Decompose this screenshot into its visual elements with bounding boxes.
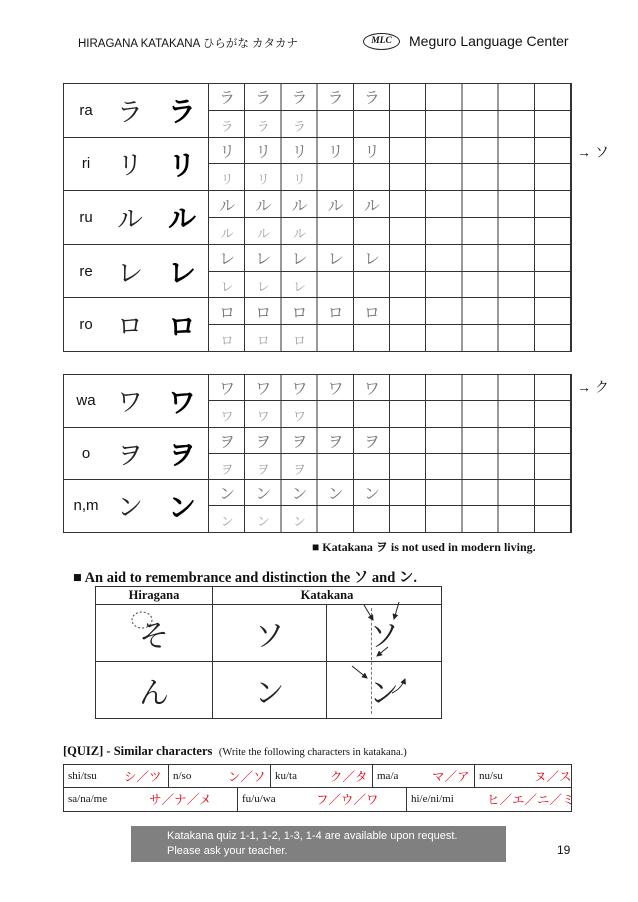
quiz-availability-notice [131, 826, 506, 862]
wo-usage-note: ■ Katakana ヲ is not used in modern living. [312, 540, 536, 554]
quiz-romaji: ku/ta [275, 770, 297, 782]
practice-grid [208, 191, 571, 244]
stroke-order-char: レ [220, 279, 234, 295]
romaji-label: n,m [73, 497, 99, 515]
similar-char-note: → ク [577, 379, 609, 395]
quiz-answer: ク／タ [330, 770, 368, 784]
stroke-order-row [209, 111, 571, 137]
katakana-model-bold: ワ [167, 386, 196, 418]
kana-row-ro [64, 298, 571, 352]
stroke-order-char: ル [220, 225, 234, 241]
practice-char: ワ [291, 381, 308, 399]
quiz-romaji: n/so [173, 770, 192, 782]
stroke-order-char: ワ [292, 408, 306, 424]
stroke-order-char: リ [256, 172, 270, 188]
practice-char: ン [363, 486, 380, 504]
practice-char: レ [255, 251, 272, 269]
stroke-order-char: ン [292, 514, 306, 530]
dashed-circle-icon [132, 612, 152, 628]
practice-grid [208, 245, 571, 298]
katakana-model-bold: ヲ [167, 439, 196, 471]
quiz-answer: ヌ／ス [534, 770, 572, 784]
stroke-order-char: ワ [220, 408, 234, 424]
quiz-romaji: shi/tsu [68, 770, 97, 782]
column-header-hiragana: Hiragana [128, 588, 180, 602]
stroke-order-row [209, 272, 571, 298]
stroke-order-row [209, 325, 571, 351]
stroke-arrow-icon [377, 647, 388, 656]
practice-char: ン [255, 486, 272, 504]
stroke-order-row [209, 164, 571, 190]
stroke-arrow-icon [352, 666, 367, 678]
stroke-order-row [209, 454, 571, 479]
kana-row-ri [64, 138, 571, 192]
quiz-row [63, 764, 572, 788]
practice-grid [208, 298, 571, 351]
practice-char: ワ [219, 381, 236, 399]
practice-char: レ [327, 251, 344, 269]
stroke-order-char: ラ [220, 118, 234, 134]
practice-char: リ [363, 143, 380, 161]
quiz-answer: マ／ア [432, 770, 470, 784]
hiragana-so-glyph: そ [139, 620, 169, 653]
stroke-order-char: ヲ [292, 461, 306, 477]
practice-row [209, 245, 571, 272]
quiz-cell [168, 765, 270, 787]
practice-char: ワ [327, 381, 344, 399]
practice-char: ル [327, 197, 344, 215]
hiragana-n-glyph: ん [139, 677, 169, 710]
quiz-romaji: sa/na/me [68, 793, 108, 805]
practice-char: ル [255, 197, 272, 215]
practice-char: レ [219, 251, 236, 269]
stroke-order-char: ロ [220, 333, 234, 349]
stroke-order-char: ラ [256, 118, 270, 134]
quiz-instruction: (Write the following characters in katakana.) [218, 747, 407, 758]
page-header-title: HIRAGANA KATAKANA ひらがな カタカナ [78, 38, 299, 50]
so-n-distinction-table [95, 586, 442, 719]
practice-char: ロ [291, 304, 308, 322]
quiz-heading [63, 742, 407, 760]
kana-row-wa [64, 375, 571, 428]
katakana-model-bold: ン [167, 491, 196, 523]
quiz-cell [372, 765, 474, 787]
romaji-label: re [79, 262, 93, 280]
stroke-order-char: ラ [292, 118, 306, 134]
practice-row [209, 480, 571, 506]
katakana-model: ル [116, 203, 143, 234]
practice-char: ン [327, 486, 344, 504]
practice-grid [208, 84, 571, 137]
column-header-katakana: Katakana [300, 588, 354, 602]
quiz-romaji: ma/a [377, 770, 399, 782]
quiz-cell [270, 765, 372, 787]
quiz-cell [474, 765, 571, 787]
practice-char: ラ [327, 90, 344, 108]
stroke-direction-overlay [96, 587, 441, 718]
stroke-order-row [209, 401, 571, 426]
kana-row-o [64, 428, 571, 481]
katakana-model-bold: ラ [167, 96, 196, 128]
practice-grid [208, 480, 571, 532]
quiz-romaji: hi/e/ni/mi [411, 793, 454, 805]
stroke-order-char: ン [220, 514, 234, 530]
romaji-label: ru [79, 208, 93, 226]
practice-char: ワ [255, 381, 272, 399]
stroke-order-char: ワ [256, 408, 270, 424]
romaji-label: o [81, 444, 91, 462]
practice-char: ロ [363, 304, 380, 322]
katakana-model: ラ [116, 96, 143, 127]
romaji-label: wa [76, 392, 96, 410]
quiz-title: [QUIZ] - Similar characters [63, 744, 213, 758]
page-number: 19 [557, 843, 571, 857]
kana-row-re [64, 245, 571, 299]
kana-row-ru [64, 191, 571, 245]
practice-char: ヲ [363, 433, 380, 451]
practice-row [209, 375, 571, 401]
quiz-cell [237, 787, 406, 811]
katakana-model: ヲ [116, 439, 143, 470]
kana-row-ra [64, 84, 571, 138]
katakana-n-stroke-glyph: ン [369, 677, 399, 710]
practice-char: リ [291, 143, 308, 161]
practice-char: ン [291, 486, 308, 504]
romaji-label: ra [79, 101, 93, 119]
notice-line: Katakana quiz 1-1, 1-2, 1-3, 1-4 are available upon request. [167, 830, 458, 842]
quiz-cell [64, 787, 237, 811]
practice-grid [208, 428, 571, 480]
stroke-order-char: レ [292, 279, 306, 295]
quiz-answer: シ／ツ [124, 770, 162, 784]
stroke-order-row [209, 218, 571, 244]
practice-char: リ [255, 143, 272, 161]
practice-char: ヲ [255, 433, 272, 451]
practice-char: ラ [255, 90, 272, 108]
practice-table-wa-row [63, 374, 572, 533]
practice-char: ル [219, 197, 236, 215]
quiz-romaji: nu/su [479, 770, 503, 782]
kana-row-n [64, 480, 571, 533]
katakana-so-stroke-glyph: ソ [369, 620, 399, 653]
practice-row [209, 138, 571, 165]
practice-char: ロ [327, 304, 344, 322]
practice-row [209, 84, 571, 111]
katakana-model: ワ [116, 387, 143, 418]
quiz-answer: ヒ／エ／ニ／ミ [487, 793, 575, 807]
katakana-model-bold: リ [167, 149, 196, 181]
practice-char: ヲ [291, 433, 308, 451]
practice-char: レ [363, 251, 380, 269]
similar-char-note: → ソ [577, 144, 609, 160]
notice-line: Please ask your teacher. [167, 844, 288, 857]
practice-grid [208, 375, 571, 427]
practice-char: ラ [291, 90, 308, 108]
katakana-n-glyph: ン [254, 677, 285, 710]
katakana-so-glyph: ソ [254, 620, 285, 653]
quiz-answer: サ／ナ／メ [149, 793, 212, 807]
stroke-order-row [209, 506, 571, 531]
katakana-model: リ [116, 150, 143, 181]
practice-char: ラ [219, 90, 236, 108]
practice-char: ン [219, 486, 236, 504]
practice-char: ヲ [219, 433, 236, 451]
practice-char: ロ [255, 304, 272, 322]
stroke-arrow-icon [364, 605, 373, 620]
stroke-order-char: レ [256, 279, 270, 295]
practice-char: ヲ [327, 433, 344, 451]
romaji-label: ro [79, 316, 93, 334]
practice-char: ロ [219, 304, 236, 322]
quiz-answer: ン／ソ [228, 770, 266, 784]
quiz-cell [64, 765, 168, 787]
stroke-order-char: ロ [292, 333, 306, 349]
practice-char: ワ [363, 381, 380, 399]
quiz-row [63, 787, 575, 812]
katakana-model: レ [116, 257, 143, 288]
practice-grid [208, 138, 571, 191]
practice-char: ル [363, 197, 380, 215]
practice-char: レ [291, 251, 308, 269]
practice-char: リ [327, 143, 344, 161]
aid-section-heading: ■ An aid to remembrance and distinction the ソ and ン. [73, 570, 418, 586]
practice-char: ラ [363, 90, 380, 108]
stroke-arrow-icon [392, 679, 405, 693]
stroke-order-char: ル [256, 225, 270, 241]
practice-row [209, 191, 571, 218]
katakana-model: ン [116, 492, 143, 523]
stroke-order-char: ロ [256, 333, 270, 349]
practice-char: リ [219, 143, 236, 161]
stroke-order-char: ヲ [220, 461, 234, 477]
stroke-order-char: ル [292, 225, 306, 241]
katakana-model-bold: ル [167, 203, 196, 235]
quiz-answer: フ／ウ／ワ [316, 793, 379, 807]
practice-row [209, 428, 571, 454]
school-logo: MLC [363, 33, 400, 50]
practice-row [209, 298, 571, 325]
practice-table-ra-row [63, 83, 572, 352]
quiz-romaji: fu/u/wa [242, 793, 276, 805]
stroke-order-char: ヲ [256, 461, 270, 477]
katakana-model: ロ [116, 311, 143, 342]
stroke-order-char: リ [220, 172, 234, 188]
katakana-model-bold: ロ [167, 310, 196, 342]
romaji-label: ri [81, 155, 91, 173]
stroke-order-char: リ [292, 172, 306, 188]
organization-name: Meguro Language Center [409, 33, 569, 49]
katakana-model-bold: レ [167, 257, 196, 289]
stroke-arrow-icon [394, 602, 399, 619]
quiz-cell [406, 787, 575, 811]
practice-char: ル [291, 197, 308, 215]
stroke-order-char: ン [256, 514, 270, 530]
